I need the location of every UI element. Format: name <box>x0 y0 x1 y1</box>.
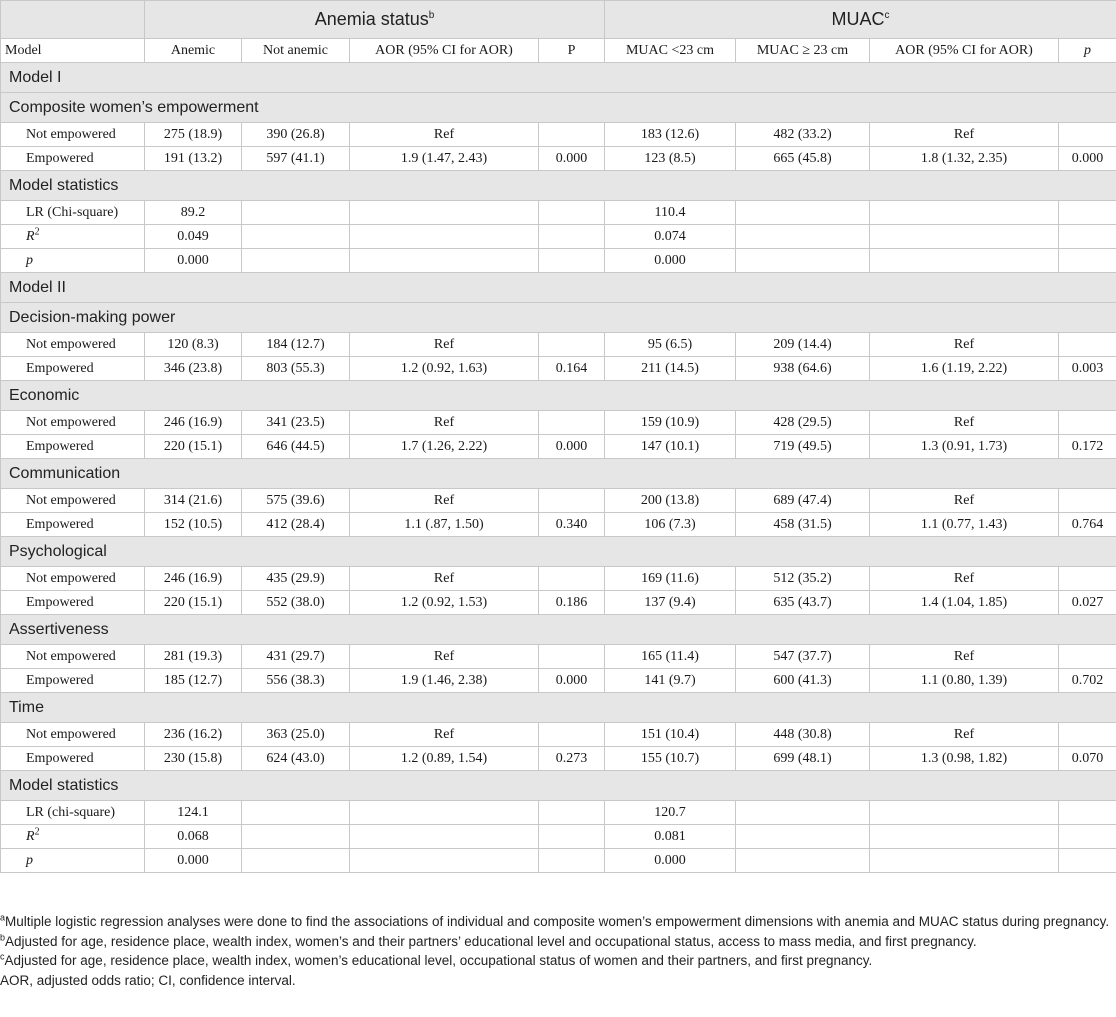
table-cell <box>1059 225 1116 249</box>
table-cell: 1.3 (0.98, 1.82) <box>870 747 1059 771</box>
row-label: LR (Chi-square) <box>1 201 145 225</box>
table-cell: Ref <box>870 411 1059 435</box>
table-cell: 1.2 (0.92, 1.53) <box>350 591 539 615</box>
table-cell: 147 (10.1) <box>605 435 736 459</box>
table-cell: 635 (43.7) <box>736 591 870 615</box>
table-cell: 0.186 <box>539 591 605 615</box>
table-cell: Ref <box>350 411 539 435</box>
row-label: Not empowered <box>1 645 145 669</box>
table-cell: 200 (13.8) <box>605 489 736 513</box>
table-cell: 448 (30.8) <box>736 723 870 747</box>
table-cell: 0.049 <box>145 225 242 249</box>
table-cell <box>1059 411 1116 435</box>
table-cell <box>539 123 605 147</box>
footnote: $^a$Multiple logistic regression analyses were done to find the associations of individual and composite women’s empowerment dimensions with anemia and MUAC status during pregnancy. <box>0 912 1110 929</box>
section-title: Composite women’s empowerment <box>1 93 1116 123</box>
table-cell: 346 (23.8) <box>145 357 242 381</box>
table-cell: 0.000 <box>145 249 242 273</box>
table-cell <box>539 723 605 747</box>
table-cell <box>1059 201 1116 225</box>
section-title: Decision-making power <box>1 303 1116 333</box>
row-label: Not empowered <box>1 723 145 747</box>
table-cell <box>1059 825 1116 849</box>
stat-row <box>1 825 1116 849</box>
footnote: $^b$Adjusted for age, residence place, wealth index, women’s and their partners’ educational level and occupational status, access to mass media, and first pregnancy. <box>0 932 977 949</box>
table-cell <box>350 849 539 873</box>
footnote: $^c$Adjusted for age, residence place, wealth index, women’s educational level, occupational status of women and their partners, and first pregnancy. <box>0 951 873 968</box>
table-cell: 141 (9.7) <box>605 669 736 693</box>
table-cell <box>1059 801 1116 825</box>
stat-row <box>1 249 1116 273</box>
table-row <box>1 669 1116 693</box>
table-row <box>1 435 1116 459</box>
table-cell: 575 (39.6) <box>242 489 350 513</box>
row-label: Empowered <box>1 147 145 171</box>
table-cell <box>539 645 605 669</box>
table-cell <box>242 801 350 825</box>
col-header-muac-lt23: MUAC <23 cm <box>605 39 736 63</box>
table-cell <box>870 201 1059 225</box>
table-cell <box>736 801 870 825</box>
section-header-row <box>1 615 1116 645</box>
table-cell <box>539 849 605 873</box>
table-row <box>1 723 1116 747</box>
footnote: AOR, adjusted odds ratio; CI, confidence interval. <box>0 972 296 988</box>
table-cell: 803 (55.3) <box>242 357 350 381</box>
table-cell: 211 (14.5) <box>605 357 736 381</box>
table-cell: 314 (21.6) <box>145 489 242 513</box>
table-cell: 0.074 <box>605 225 736 249</box>
section-header-row <box>1 459 1116 489</box>
table-cell: 0.070 <box>1059 747 1116 771</box>
table-row <box>1 333 1116 357</box>
table-cell: Ref <box>350 567 539 591</box>
table-cell: 552 (38.0) <box>242 591 350 615</box>
table-cell: Ref <box>350 723 539 747</box>
section-header-row <box>1 537 1116 567</box>
table-cell: 390 (26.8) <box>242 123 350 147</box>
table-row <box>1 513 1116 537</box>
section-header-row <box>1 303 1116 333</box>
section-header-row <box>1 171 1116 201</box>
table-cell: 124.1 <box>145 801 242 825</box>
table-cell <box>870 249 1059 273</box>
table-cell <box>242 225 350 249</box>
section-header-row <box>1 693 1116 723</box>
table-cell: 155 (10.7) <box>605 747 736 771</box>
table-cell: 0.081 <box>605 825 736 849</box>
section-title: Assertiveness <box>1 615 1116 645</box>
stat-row <box>1 225 1116 249</box>
table-cell: 0.172 <box>1059 435 1116 459</box>
row-label: $R^2$ <box>1 825 145 849</box>
table-cell: 1.4 (1.04, 1.85) <box>870 591 1059 615</box>
table-cell: 363 (25.0) <box>242 723 350 747</box>
table-cell: 246 (16.9) <box>145 411 242 435</box>
table-row <box>1 591 1116 615</box>
section-header-row <box>1 93 1116 123</box>
table-cell <box>1059 723 1116 747</box>
table-cell: 236 (16.2) <box>145 723 242 747</box>
table-cell: 246 (16.9) <box>145 567 242 591</box>
table-cell: Ref <box>350 333 539 357</box>
table-cell: 1.9 (1.46, 2.38) <box>350 669 539 693</box>
col-header-p-muac: p <box>1059 39 1116 63</box>
table-row <box>1 567 1116 591</box>
table-cell: 938 (64.6) <box>736 357 870 381</box>
col-header-model: Model <box>1 39 145 63</box>
table-cell: 184 (12.7) <box>242 333 350 357</box>
row-label: Not empowered <box>1 333 145 357</box>
row-label: Not empowered <box>1 123 145 147</box>
row-label: Empowered <box>1 669 145 693</box>
table-cell: 458 (31.5) <box>736 513 870 537</box>
table-cell <box>539 567 605 591</box>
table-cell: 123 (8.5) <box>605 147 736 171</box>
table-cell: 1.3 (0.91, 1.73) <box>870 435 1059 459</box>
table-cell <box>1059 849 1116 873</box>
table-cell: 412 (28.4) <box>242 513 350 537</box>
section-title: Communication <box>1 459 1116 489</box>
col-header-not-anemic: Not anemic <box>242 39 350 63</box>
table-cell: Ref <box>870 645 1059 669</box>
table-cell: 165 (11.4) <box>605 645 736 669</box>
table-cell <box>539 333 605 357</box>
table-cell: 512 (35.2) <box>736 567 870 591</box>
table-cell: 428 (29.5) <box>736 411 870 435</box>
table-cell: 431 (29.7) <box>242 645 350 669</box>
col-header-p-anemia: P <box>539 39 605 63</box>
col-header-muac-ge23: MUAC ≥ 23 cm <box>736 39 870 63</box>
table-cell: 0.764 <box>1059 513 1116 537</box>
anemia-group-header: Anemia status$^b$ <box>145 1 605 39</box>
table-cell: 0.000 <box>539 147 605 171</box>
section-header-row <box>1 273 1116 303</box>
table-cell <box>870 225 1059 249</box>
stat-row <box>1 801 1116 825</box>
table-cell: 95 (6.5) <box>605 333 736 357</box>
section-title: Time <box>1 693 1116 723</box>
table-cell: 120.7 <box>605 801 736 825</box>
table-cell: 152 (10.5) <box>145 513 242 537</box>
table-cell: Ref <box>870 333 1059 357</box>
row-label: Not empowered <box>1 489 145 513</box>
table-cell <box>242 249 350 273</box>
table-cell: 719 (49.5) <box>736 435 870 459</box>
table-cell: 137 (9.4) <box>605 591 736 615</box>
section-title: Model II <box>1 273 1116 303</box>
section-title: Economic <box>1 381 1116 411</box>
table-cell <box>539 411 605 435</box>
table-cell: 220 (15.1) <box>145 591 242 615</box>
table-row <box>1 123 1116 147</box>
table-cell <box>870 825 1059 849</box>
table-row <box>1 147 1116 171</box>
table-cell: 646 (44.5) <box>242 435 350 459</box>
table-cell <box>539 225 605 249</box>
table-cell <box>736 249 870 273</box>
table-cell: 220 (15.1) <box>145 435 242 459</box>
table-cell: 699 (48.1) <box>736 747 870 771</box>
table-row <box>1 357 1116 381</box>
table-cell <box>350 225 539 249</box>
table-cell <box>1059 645 1116 669</box>
table-cell <box>1059 123 1116 147</box>
table-cell: 1.1 (0.80, 1.39) <box>870 669 1059 693</box>
section-header-row <box>1 771 1116 801</box>
table-row <box>1 747 1116 771</box>
table-cell: 0.340 <box>539 513 605 537</box>
table-cell: 482 (33.2) <box>736 123 870 147</box>
table-cell: 0.164 <box>539 357 605 381</box>
table-cell <box>1059 249 1116 273</box>
table-cell <box>736 201 870 225</box>
section-title: Model statistics <box>1 171 1116 201</box>
table-cell: 624 (43.0) <box>242 747 350 771</box>
table-cell: 600 (41.3) <box>736 669 870 693</box>
table-cell: Ref <box>350 489 539 513</box>
table-cell: 0.000 <box>145 849 242 873</box>
table-cell: 547 (37.7) <box>736 645 870 669</box>
table-cell: 556 (38.3) <box>242 669 350 693</box>
row-label: Empowered <box>1 435 145 459</box>
table-cell <box>242 825 350 849</box>
row-label: p <box>1 849 145 873</box>
section-title: Model statistics <box>1 771 1116 801</box>
table-cell: 151 (10.4) <box>605 723 736 747</box>
table-cell: Ref <box>870 723 1059 747</box>
table-cell <box>1059 489 1116 513</box>
footnotes <box>0 912 1110 990</box>
table-cell <box>1059 567 1116 591</box>
table-cell: 0.000 <box>539 435 605 459</box>
table-cell <box>539 201 605 225</box>
table-cell <box>539 249 605 273</box>
table-cell <box>350 201 539 225</box>
table-cell: 159 (10.9) <box>605 411 736 435</box>
table-cell: 0.027 <box>1059 591 1116 615</box>
table-cell: 110.4 <box>605 201 736 225</box>
table-cell: 120 (8.3) <box>145 333 242 357</box>
table-cell: 0.702 <box>1059 669 1116 693</box>
group-header-blank <box>1 1 145 39</box>
table-cell: 183 (12.6) <box>605 123 736 147</box>
table-cell <box>736 225 870 249</box>
table-cell: 89.2 <box>145 201 242 225</box>
table-cell <box>242 201 350 225</box>
table-cell <box>1059 333 1116 357</box>
muac-group-header: MUAC$^c$ <box>605 1 1116 39</box>
table-cell <box>350 825 539 849</box>
table-cell <box>539 825 605 849</box>
table-cell: 665 (45.8) <box>736 147 870 171</box>
row-label: $R^2$ <box>1 225 145 249</box>
table-cell: 106 (7.3) <box>605 513 736 537</box>
section-title: Psychological <box>1 537 1116 567</box>
table-row <box>1 645 1116 669</box>
section-title: Model I <box>1 63 1116 93</box>
table-cell: 0.000 <box>605 849 736 873</box>
table-cell: Ref <box>350 123 539 147</box>
table-cell: 1.6 (1.19, 2.22) <box>870 357 1059 381</box>
table-cell: 185 (12.7) <box>145 669 242 693</box>
col-header-aor-muac: AOR (95% CI for AOR) <box>870 39 1059 63</box>
column-header-row <box>1 39 1116 63</box>
table-cell: 169 (11.6) <box>605 567 736 591</box>
table-cell: 0.000 <box>539 669 605 693</box>
table-cell: 1.1 (0.77, 1.43) <box>870 513 1059 537</box>
table-cell: 230 (15.8) <box>145 747 242 771</box>
col-header-anemic: Anemic <box>145 39 242 63</box>
table-cell: 0.273 <box>539 747 605 771</box>
table-cell: 597 (41.1) <box>242 147 350 171</box>
table-cell: 1.2 (0.92, 1.63) <box>350 357 539 381</box>
table-cell: 191 (13.2) <box>145 147 242 171</box>
row-label: Not empowered <box>1 567 145 591</box>
stat-row <box>1 201 1116 225</box>
table-cell: Ref <box>870 567 1059 591</box>
row-label: Empowered <box>1 591 145 615</box>
stat-row <box>1 849 1116 873</box>
row-label: Empowered <box>1 513 145 537</box>
table-cell <box>870 801 1059 825</box>
table-cell <box>350 801 539 825</box>
row-label: p <box>1 249 145 273</box>
table-cell: 1.8 (1.32, 2.35) <box>870 147 1059 171</box>
table-cell: 209 (14.4) <box>736 333 870 357</box>
table-cell: 281 (19.3) <box>145 645 242 669</box>
table-cell <box>870 849 1059 873</box>
table-cell: 1.9 (1.47, 2.43) <box>350 147 539 171</box>
section-header-row <box>1 381 1116 411</box>
table-cell: 1.2 (0.89, 1.54) <box>350 747 539 771</box>
table-cell: 0.068 <box>145 825 242 849</box>
table-cell <box>736 849 870 873</box>
table-cell: Ref <box>870 489 1059 513</box>
row-label: Empowered <box>1 357 145 381</box>
group-header-row <box>1 1 1116 39</box>
table-cell <box>539 801 605 825</box>
table-cell <box>350 249 539 273</box>
table-cell <box>736 825 870 849</box>
table-cell: 1.7 (1.26, 2.22) <box>350 435 539 459</box>
row-label: LR (chi-square) <box>1 801 145 825</box>
section-header-row <box>1 63 1116 93</box>
table-cell: 275 (18.9) <box>145 123 242 147</box>
row-label: Not empowered <box>1 411 145 435</box>
table-row <box>1 411 1116 435</box>
col-header-aor-anemia: AOR (95% CI for AOR) <box>350 39 539 63</box>
table-cell: Ref <box>350 645 539 669</box>
row-label: Empowered <box>1 747 145 771</box>
table-cell: 689 (47.4) <box>736 489 870 513</box>
table-cell: 435 (29.9) <box>242 567 350 591</box>
table-cell <box>242 849 350 873</box>
table-cell: Ref <box>870 123 1059 147</box>
table-row <box>1 489 1116 513</box>
table-cell: 0.000 <box>1059 147 1116 171</box>
table-cell: 1.1 (.87, 1.50) <box>350 513 539 537</box>
table-cell: 0.003 <box>1059 357 1116 381</box>
table-cell <box>539 489 605 513</box>
table-cell: 0.000 <box>605 249 736 273</box>
table-cell: 341 (23.5) <box>242 411 350 435</box>
